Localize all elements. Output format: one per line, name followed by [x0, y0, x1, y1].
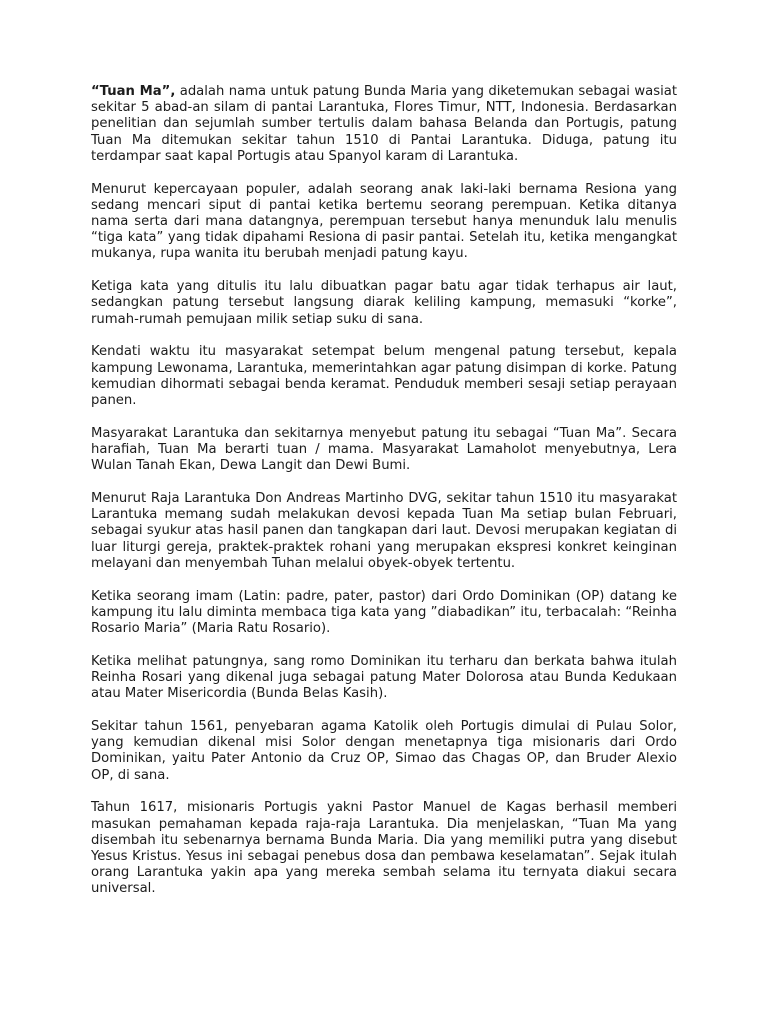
- document-page: [91, 84, 677, 914]
- paragraph-7: Ketika seorang imam (Latin: padre, pater, pastor) dari Ordo Dominikan (OP) datang ke kampung itu lalu diminta membaca tiga kata yang ”diabadikan” itu, terbacalah: “Reinha Rosario Maria” (Maria Ratu Rosario).: [91, 588, 677, 637]
- paragraph-3: Ketiga kata yang ditulis itu lalu dibuatkan pagar batu agar tidak terhapus air laut, sedangkan patung tersebut langsung diarak keliling kampung, memasuki “korke”, rumah-rumah pemujaan milik setiap suku di sana.: [91, 279, 677, 327]
- paragraph-1-lead-term: “Tuan Ma”,: [91, 84, 176, 99]
- paragraph-6: Menurut Raja Larantuka Don Andreas Martinho DVG, sekitar tahun 1510 itu masyarakat Larantuka memang sudah melakukan devosi kepada Tuan Ma setiap bulan Februari, sebagai syukur atas hasil panen dan tangkapan dari laut. Devosi merupakan kegiatan di luar liturgi gereja, praktek-praktek rohani yang merupakan ekspresi konkret keinginan melayani dan menyembah Tuhan melalui obyek-obyek tertentu.: [91, 491, 677, 571]
- paragraph-1: [91, 84, 677, 165]
- paragraph-10: Tahun 1617, misionaris Portugis yakni Pastor Manuel de Kagas berhasil memberi masukan pemahaman kepada raja-raja Larantuka. Dia menjelaskan, “Tuan Ma yang disembah itu sebenarnya bernama Bunda Maria. Dia yang memiliki putra yang disebut Yesus Kristus. Yesus ini sebagai penebus dosa dan pembawa keselamatan”. Sejak itulah orang Larantuka yakin apa yang mereka sembah selama itu ternyata diakui secara universal.: [91, 800, 677, 897]
- paragraph-2: Menurut kepercayaan populer, adalah seorang anak laki-laki bernama Resiona yang sedang mencari siput di pantai ketika bertemu seorang perempuan. Ketika ditanya nama serta dari mana datangnya, perempuan tersebut hanya menunduk lalu menulis “tiga kata” yang tidak dipahami Resiona di pasir pantai. Setelah itu, ketika mengangkat mukanya, rupa wanita itu berubah menjadi patung kayu.: [91, 181, 677, 262]
- paragraph-8: Ketika melihat patungnya, sang romo Dominikan itu terharu dan berkata bahwa itulah Reinha Rosari yang dikenal juga sebagai patung Mater Dolorosa atau Bunda Kedukaan atau Mater Misericordia (Bunda Belas Kasih).: [91, 653, 677, 702]
- paragraph-9: Sekitar tahun 1561, penyebaran agama Katolik oleh Portugis dimulai di Pulau Solor, yang kemudian dikenal misi Solor dengan menetapnya tiga misionaris dari Ordo Dominikan, yaitu Pater Antonio da Cruz OP, Simao das Chagas OP, dan Bruder Alexio OP, di sana.: [91, 719, 677, 783]
- paragraph-1-text: adalah nama untuk patung Bunda Maria yang diketemukan sebagai wasiat sekitar 5 abad-an silam di pantai Larantuka, Flores Timur, NTT, Indonesia. Berdasarkan penelitian dan sejumlah sumber tertulis dalam bahasa Belanda dan Portugis, patung Tuan Ma ditemukan sekitar tahun 1510 di Pantai Larantuka. Diduga, patung itu terdampar saat kapal Portugis atau Spanyol karam di Larantuka.: [91, 84, 677, 164]
- paragraph-4: Kendati waktu itu masyarakat setempat belum mengenal patung tersebut, kepala kampung Lewonama, Larantuka, memerintahkan agar patung disimpan di korke. Patung kemudian dihormati sebagai benda keramat. Penduduk memberi sesaji setiap perayaan panen.: [91, 344, 677, 409]
- paragraph-5: Masyarakat Larantuka dan sekitarnya menyebut patung itu sebagai “Tuan Ma”. Secara harafiah, Tuan Ma berarti tuan / mama. Masyarakat Lamaholot menyebutnya, Lera Wulan Tanah Ekan, Dewa Langit dan Dewi Bumi.: [91, 425, 677, 474]
